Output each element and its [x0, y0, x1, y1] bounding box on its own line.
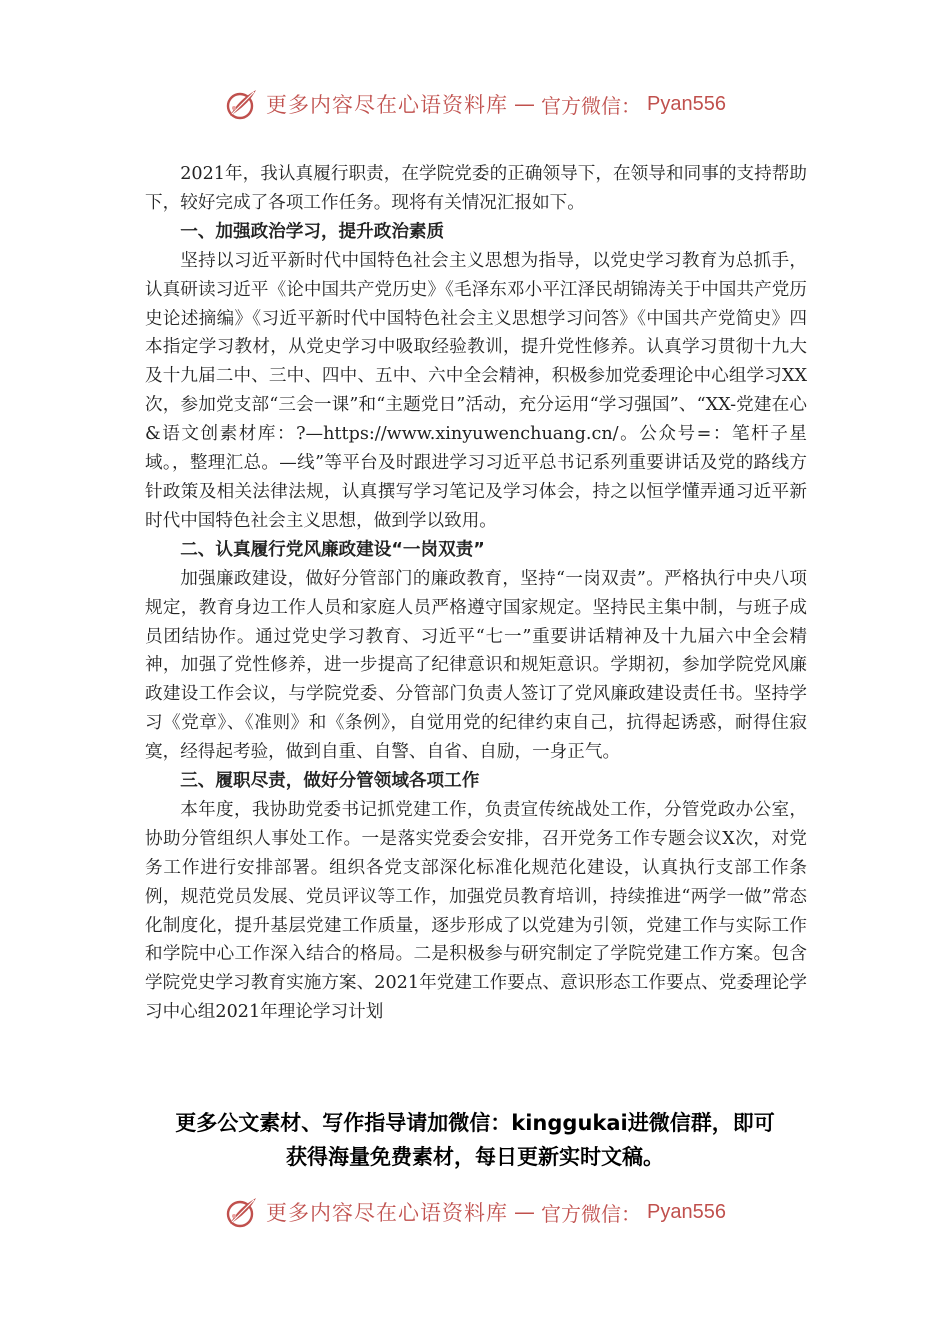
section-2-body: 加强廉政建设，做好分管部门的廉政教育，坚持“一岗双责”。严格执行中央八项规定，教育身边工作人员和家庭人员严格遵守国家规定。坚持民主集中制，与班子成员团结协作。通过党史学习教育、习近平“七一”重要讲话精神及十九届六中全会精神，加强了党性修养，进一步提高了纪律意识和规矩意识。学期初，参加学院党风廉政建设工作会议，与学院党委、分管部门负责人签订了党风廉政建设责任书。坚持学习《党章》、《准则》和《条例》，自觉用党的纪律约束自己，抗得起诱惑，耐得住寂寞，经得起考验，做到自重、自警、自省、自励，一身正气。 [145, 568, 807, 763]
quill-pen-logo-icon [224, 86, 260, 122]
banner-separator: — [514, 1200, 536, 1224]
promo-line-1: 更多公文素材、写作指导请加微信：kinggukai进微信群，即可 [175, 1111, 775, 1135]
section-1-body: 坚持以习近平新时代中国特色社会主义思想为指导，以党史学习教育为总抓手，认真研读习近平《论中国共产党历史》《毛泽东邓小平江泽民胡锦涛关于中国共产党历史论述摘编》《习近平新时代中国特色社会主义思想学习问答》《中国共产党简史》四本指定学习教材，从党史学习中吸取经验教训，提升党性修养。认真学习贯彻十九大及十九届二中、三中、四中、五中、六中全会精神，积极参加党委理论中心组学习XX次，参加党支部“三会一课”和“主题党日”活动，充分运用“学习强国”、“XX-党建在心&语文创素材库：?—https://www.xinyuwenchuang.cn/。公众号=：笔杆子星域。，整理汇总。—线”等平台及时跟进学习习近平总书记系列重要讲话及党的路线方针政策及相关法律法规，认真撰写学习笔记及学习体会，持之以恒学懂弄通习近平新时代中国特色社会主义思想，做到学以致用。 [145, 250, 807, 531]
brand-name: 更多内容尽在心语资料库 [266, 93, 509, 117]
section-3-body: 本年度，我协助党委书记抓党建工作，负责宣传统战处工作，分管党政办公室，协助分管组织人事处工作。一是落实党委会安排，召开党务工作专题会议X次，对党务工作进行安排部署。组织各党支部深化标准化规范化建设，认真执行支部工作条例，规范党员发展、党员评议等工作，加强党员教育培训，持续推进“两学一做”常态化制度化，提升基层党建工作质量，逐步形成了以党建为引领，党建工作与实际工作和学院中心工作深入结合的格局。二是积极参与研究制定了学院党建工作方案。包含学院党史学习教育实施方案、2021年党建工作要点、意识形态工作要点、党委理论学习中心组2021年理论学习计划 [145, 799, 807, 1023]
section-2-heading: 二、认真履行党风廉政建设“一岗双责” [180, 539, 485, 560]
banner-separator: — [514, 92, 536, 116]
quill-pen-logo-icon [224, 1194, 260, 1230]
wechat-id: Pyan556 [647, 1200, 726, 1223]
header-banner [0, 84, 950, 124]
wechat-id: Pyan556 [647, 92, 726, 115]
wechat-label: 官方微信： [541, 1201, 642, 1226]
document-body [145, 160, 807, 1027]
promo-notice [130, 1106, 820, 1174]
wechat-label: 官方微信： [541, 93, 642, 118]
section-3-heading: 三、履职尽责，做好分管领域各项工作 [180, 771, 480, 792]
section-1-heading: 一、加强政治学习，提升政治素质 [180, 221, 445, 242]
intro-paragraph: 2021年，我认真履行职责，在学院党委的正确领导下，在领导和同事的支持帮助下，较好完成了各项工作任务。现将有关情况汇报如下。 [145, 164, 807, 213]
brand-name: 更多内容尽在心语资料库 [266, 1201, 509, 1225]
footer-banner [0, 1192, 950, 1232]
promo-line-2: 获得海量免费素材，每日更新实时文稿。 [286, 1145, 664, 1169]
